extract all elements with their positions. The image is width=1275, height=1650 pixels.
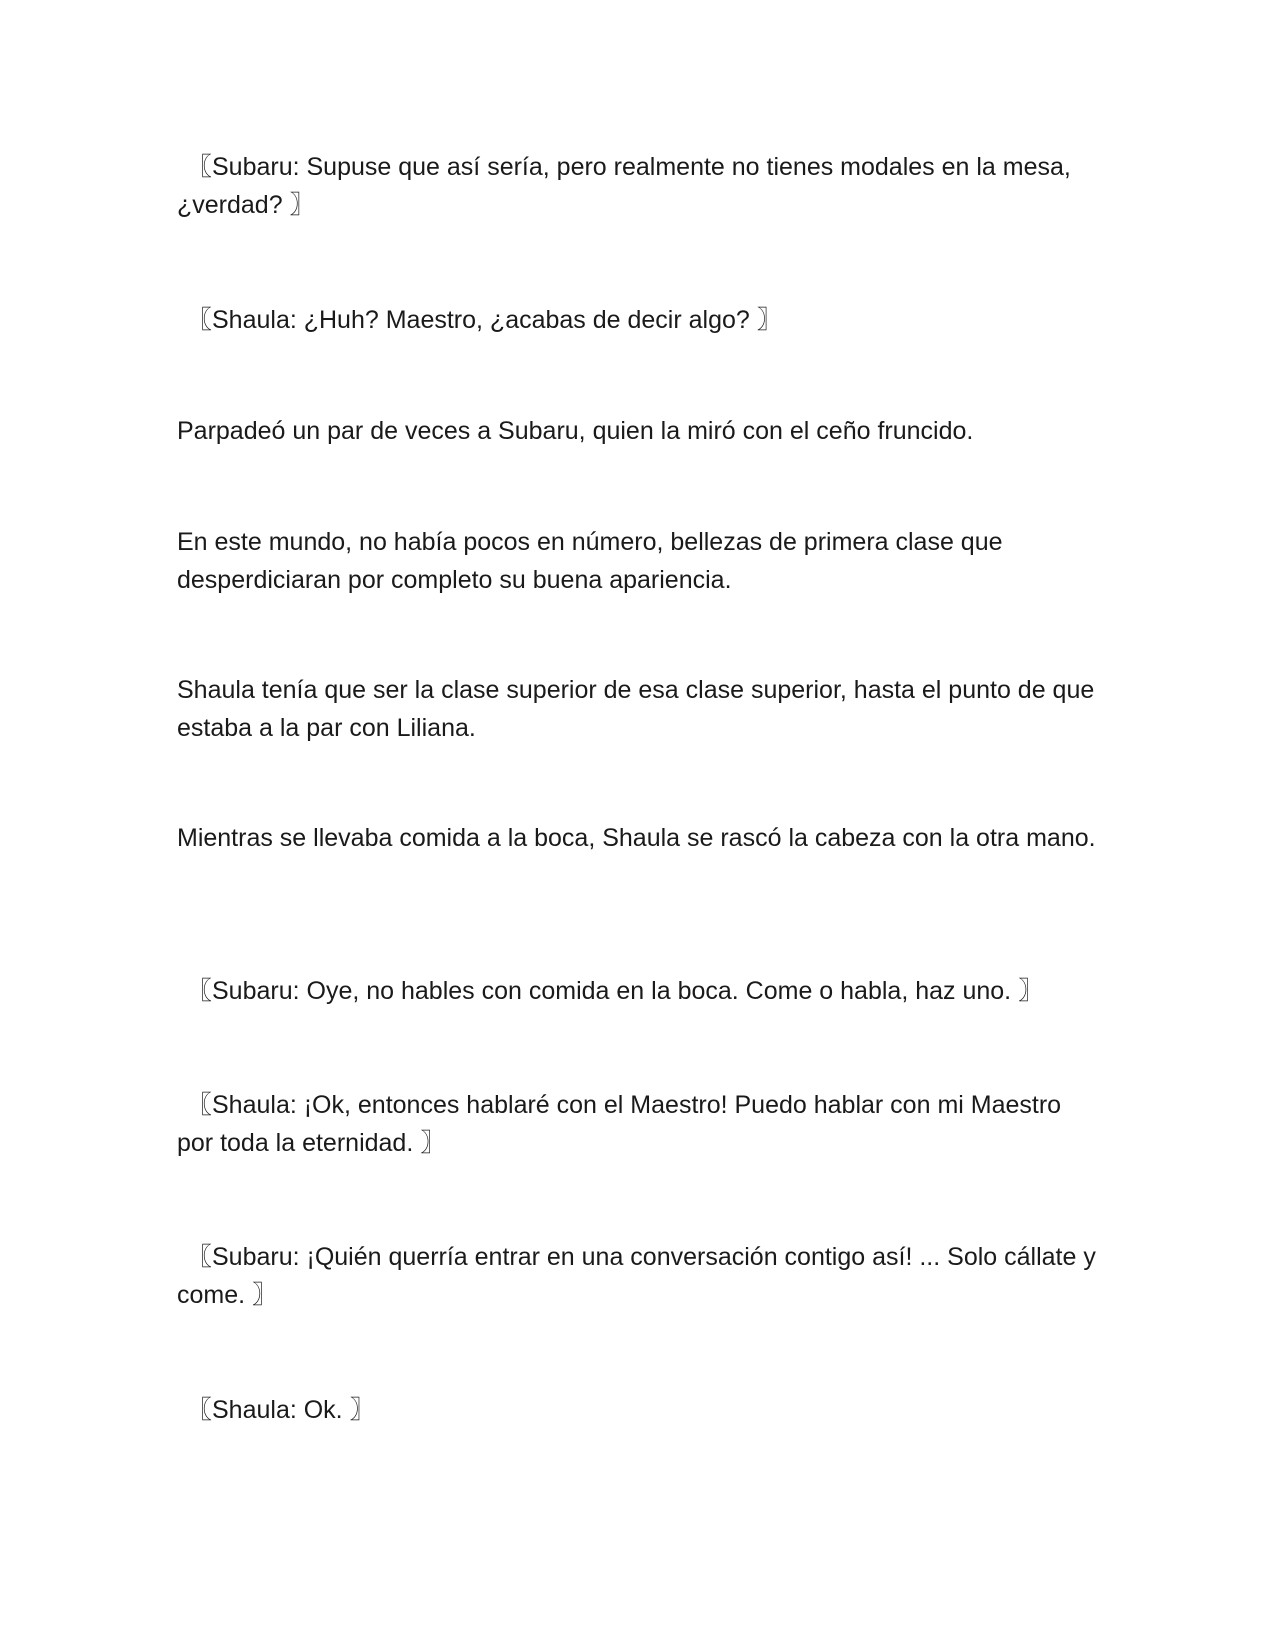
dialogue-paragraph: 〖Shaula: ¡Ok, entonces hablaré con el Maestro! Puedo hablar con mi Maestro por toda la eternidad. 〗 [177,1091,1062,1157]
narration-paragraph: Mientras se llevaba comida a la boca, Shaula se rascó la cabeza con la otra mano. [177,824,1096,852]
dialogue-paragraph: 〖Subaru: Supuse que así sería, pero realmente no tienes modales en la mesa, ¿verdad? 〗 [177,153,1071,219]
dialogue-paragraph: 〖Shaula: Ok. 〗 [187,1396,375,1424]
dialogue-paragraph: 〖Subaru: ¡Quién querría entrar en una conversación contigo así! ... Solo cállate y come. 〗 [177,1243,1096,1309]
narration-paragraph: Parpadeó un par de veces a Subaru, quien la miró con el ceño fruncido. [177,417,974,445]
narration-paragraph: En este mundo, no había pocos en número, bellezas de primera clase que desperdiciaran por completo su buena apariencia. [177,528,1003,594]
narration-paragraph: Shaula tenía que ser la clase superior de esa clase superior, hasta el punto de que estaba a la par con Liliana. [177,676,1095,742]
dialogue-paragraph: 〖Subaru: Oye, no hables con comida en la boca. Come o habla, haz uno. 〗 [187,977,1044,1005]
dialogue-paragraph: 〖Shaula: ¿Huh? Maestro, ¿acabas de decir algo? 〗 [187,306,782,334]
